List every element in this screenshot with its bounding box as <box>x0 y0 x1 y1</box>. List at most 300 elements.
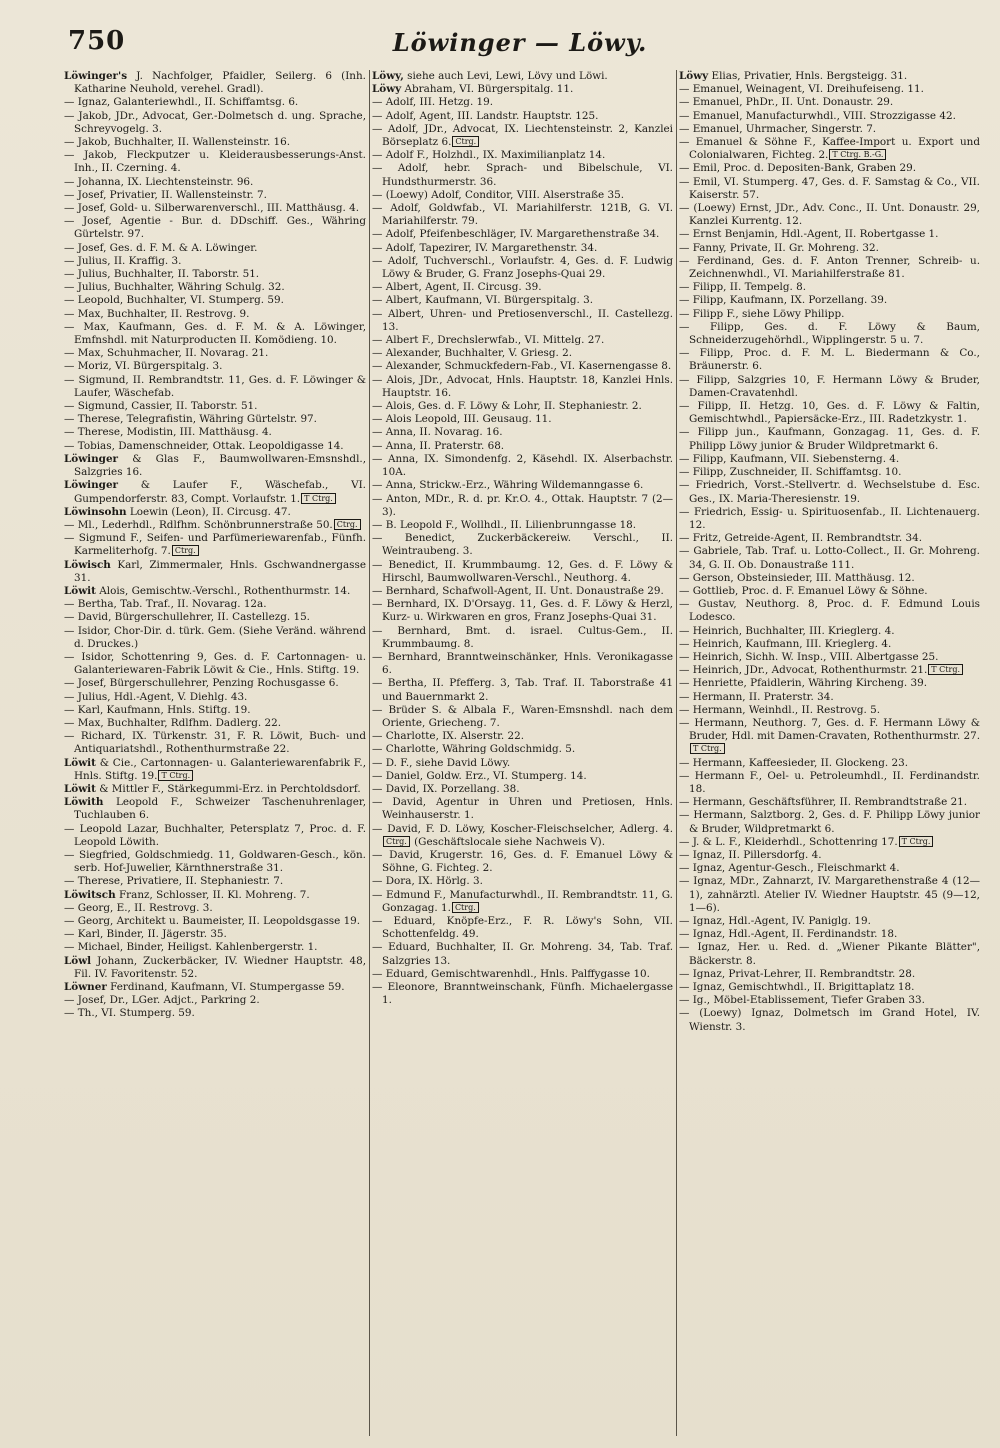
directory-entry <box>679 281 980 294</box>
directory-entry <box>679 928 980 941</box>
entry-dash: — <box>372 492 387 505</box>
directory-entry <box>64 400 366 413</box>
entry-dash: — <box>64 848 79 861</box>
entry-dash: — <box>64 703 78 716</box>
entry-text: Josef, Dr., LGer. Adjct., Parkring 2. <box>77 994 260 1007</box>
entry-dash: — <box>372 598 387 611</box>
entry-dash: — <box>679 294 693 307</box>
directory-entry <box>372 915 673 941</box>
directory-entry <box>679 664 980 677</box>
entry-dash: — <box>679 915 693 927</box>
entry-telephone-tag: T Ctrg. B.-G. <box>829 149 886 160</box>
directory-entry <box>64 215 366 241</box>
entry-text: Friedrich, Vorst.-Stellvertr. d. Wechselstube d. Esc. Ges., IX. Maria-Theresienstr. 19. <box>689 479 980 505</box>
directory-entry <box>679 479 980 505</box>
entry-dash: — <box>679 796 693 809</box>
entry-text: Ig., Möbel-Etablissement, Tiefer Graben 33. <box>692 994 925 1007</box>
directory-entry <box>679 770 980 796</box>
entry-text: Filipp, Kaufmann, VII. Siebensterng. 4. <box>692 452 900 465</box>
entry-text: Johanna, IX. Liechtensteinstr. 96. <box>77 175 254 188</box>
entry-surname: Löwner <box>64 981 107 994</box>
entry-dash: — <box>64 347 78 360</box>
entry-text: Albert, Uhren- und Pretiosenverschl., II. Castellezg. 13. <box>382 307 673 333</box>
entry-text: Eduard, Gemischtwarenhdl., Hnls. Palffygasse 10. <box>385 967 650 980</box>
directory-entry <box>679 136 980 162</box>
entry-text: Emil, Proc. d. Depositen-Bank, Graben 29. <box>692 162 917 175</box>
entry-dash: — <box>679 637 693 650</box>
entry-text: Max, Schuhmacher, II. Novarag. 21. <box>77 347 269 360</box>
directory-entry <box>64 849 366 875</box>
entry-dash: — <box>679 716 695 729</box>
directory-entry <box>372 849 673 875</box>
entry-text: Ernst Benjamin, Hdl.-Agent, II. Robertgasse 1. <box>692 228 939 241</box>
directory-entry <box>679 545 980 571</box>
entry-dash: — <box>372 426 386 439</box>
directory-entry <box>372 941 673 967</box>
directory-entry <box>372 981 673 1007</box>
directory-entry <box>64 598 366 611</box>
entry-surname: Löwisch <box>64 558 111 571</box>
entry-text: Emanuel, Manufacturwhdl., VIII. Strozzigasse 42. <box>692 109 956 122</box>
entry-dash: — <box>64 136 78 149</box>
entry-dash: — <box>64 624 78 637</box>
running-title: Löwinger — Löwy. <box>392 28 648 57</box>
entry-text: David, Agentur in Uhren und Pretiosen, Hnls. Weinhauserstr. 1. <box>382 796 673 822</box>
directory-entry <box>372 875 673 888</box>
entry-text: Friedrich, Essig- u. Spirituosenfab., II. Lichtenauerg. 12. <box>689 505 980 531</box>
entry-text: Ignaz, Hdl.-Agent, II. Ferdinandstr. 18. <box>692 928 898 941</box>
directory-entry <box>679 941 980 967</box>
entry-text: D. F., siehe David Löwy. <box>385 756 511 769</box>
directory-entry <box>679 374 980 400</box>
entry-text: Gustav, Neuthorg. 8, Proc. d. F. Edmund Louis Lodesco. <box>689 598 980 624</box>
page-number: 750 <box>68 26 126 56</box>
directory-entry <box>679 875 980 915</box>
entry-dash: — <box>679 769 695 782</box>
entry-surname: Löwinger <box>64 479 119 492</box>
entry-dash: — <box>64 677 78 690</box>
entry-dash: — <box>64 915 78 927</box>
entry-dash: — <box>679 703 693 716</box>
entry-dash: — <box>679 281 693 294</box>
entry-dash: — <box>372 743 386 756</box>
directory-entry <box>372 651 673 677</box>
entry-dash: — <box>64 611 78 624</box>
entry-dash: — <box>372 796 393 809</box>
entry-text: Alois, Gemischtw.-Verschl., Rothenthurmstr. 14. <box>95 584 351 597</box>
entry-text: Alexander, Buchhalter, V. Griesg. 2. <box>385 347 572 360</box>
entry-text: Dora, IX. Hörlg. 3. <box>385 875 483 888</box>
directory-entry <box>372 255 673 281</box>
entry-text: Josef, Bürgerschullehrer, Penzing Rochusgasse 6. <box>77 677 339 690</box>
entry-text: Filipp, Zuschneider, II. Schiffamtsg. 10. <box>692 466 902 479</box>
entry-text: Adolf, Tapezirer, IV. Margarethenstr. 34. <box>385 241 598 254</box>
entry-text: Sigmund, II. Rembrandtstr. 11, Ges. d. F. Löwinger & Laufer, Wäschefab. <box>74 373 366 399</box>
entry-dash: — <box>64 690 78 703</box>
directory-entry <box>372 413 673 426</box>
entry-dash: — <box>64 532 79 545</box>
directory-entry <box>372 294 673 307</box>
entry-text: Max, Buchhalter, II. Restrovg. 9. <box>77 307 250 320</box>
entry-text: Hermann, Weinhdl., II. Restrovg. 5. <box>692 703 881 716</box>
directory-entry <box>679 862 980 875</box>
entry-text: Ignaz, Her. u. Red. d. „Wiener Pikante Blätter", Bäckerstr. 8. <box>689 941 980 967</box>
entry-text: Edmund F., Manufacturwhdl., II. Rembrandtstr. 11, G. Gonzagag. 1. <box>382 888 673 914</box>
directory-entry <box>679 677 980 690</box>
directory-entry <box>64 281 366 294</box>
directory-entry <box>679 981 980 994</box>
directory-entry <box>679 717 980 757</box>
entry-dash: — <box>372 202 391 215</box>
entry-dash: — <box>679 967 693 980</box>
directory-entry <box>64 136 366 149</box>
directory-entry <box>679 585 980 598</box>
entry-dash: — <box>679 373 697 386</box>
entry-dash: — <box>679 466 693 479</box>
directory-entry <box>372 598 673 624</box>
entry-dash: — <box>372 875 386 888</box>
entry-dash: — <box>64 294 78 307</box>
entry-text: Benedict, II. Krummbaumg. 12, Ges. d. F. Löwy & Hirschl, Baumwollwaren-Verschl., Neuthorg. 4. <box>382 558 673 584</box>
entry-surname: Löwit <box>64 782 96 795</box>
entry-dash: — <box>679 756 693 769</box>
directory-entry <box>372 704 673 730</box>
entry-dash: — <box>372 96 386 109</box>
entry-dash: — <box>372 848 390 861</box>
directory-entry <box>372 519 673 532</box>
entry-text: Gottlieb, Proc. d. F. Emanuel Löwy & Söhne. <box>692 584 928 597</box>
entry-dash: — <box>679 664 693 677</box>
entry-surname: Löwy <box>372 83 402 96</box>
entry-dash: — <box>679 122 693 135</box>
entry-dash: — <box>679 400 698 413</box>
entry-dash: — <box>372 122 389 135</box>
directory-entry <box>64 902 366 915</box>
directory-entry <box>64 70 366 96</box>
entry-surname: Löwith <box>64 796 104 809</box>
entry-dash: — <box>679 624 693 637</box>
entry-dash: — <box>679 347 700 360</box>
entry-text: Albert, Agent, II. Circusg. 39. <box>385 281 542 294</box>
directory-entry <box>64 347 366 360</box>
directory-entry <box>679 1007 980 1033</box>
entry-dash: — <box>372 967 386 980</box>
entry-text: Bernhard, Bmt. d. israel. Cultus-Gem., II. Krummbaumg. 8. <box>382 624 673 650</box>
entry-dash: — <box>64 994 78 1007</box>
entry-dash: — <box>679 862 693 875</box>
directory-entry <box>372 625 673 651</box>
entry-text: Alois Leopold, III. Geusaug. 11. <box>385 413 552 426</box>
directory-entry <box>372 426 673 439</box>
directory-entry <box>372 96 673 109</box>
directory-entry <box>372 360 673 373</box>
directory-entry <box>64 783 366 796</box>
entry-text: Heinrich, Sichh. W. Insp., VIII. Albertgasse 25. <box>692 650 939 663</box>
entry-text: Alexander, Schmuckfedern-Fab., VI. Kasernengasse 8. <box>385 360 672 373</box>
directory-entry <box>679 598 980 624</box>
entry-text: Anna, IX. Simondenfg. 2, Käsehdl. IX. Alserbachstr. 10A. <box>382 452 673 479</box>
directory-entry <box>679 849 980 862</box>
directory-entry <box>64 242 366 255</box>
directory-entry <box>64 360 366 373</box>
entry-text: Tobias, Damenschneider, Ottak. Leopoldigasse 14. <box>77 439 344 452</box>
entry-dash: — <box>679 650 693 663</box>
directory-entry <box>64 1007 366 1020</box>
entry-text: David, Krugerstr. 16, Ges. d. F. Emanuel Löwy & Söhne, G. Fichteg. 2. <box>382 848 673 875</box>
directory-entry <box>679 308 980 321</box>
entry-text: Gerson, Obsteinsieder, III. Matthäusg. 12. <box>692 571 915 584</box>
entry-text: & Mittler F., Stärkegummi-Erz. in Perchtoldsdorf. <box>95 782 361 795</box>
entry-dash: — <box>679 875 694 888</box>
entry-dash: — <box>372 149 386 162</box>
entry-dash: — <box>64 202 78 215</box>
entry-text: Josef, Agentie - Bur. d. DDschiff. Ges., Währing Gürtelstr. 97. <box>74 215 366 241</box>
directory-entry <box>679 202 980 228</box>
directory-entry <box>64 176 366 189</box>
entry-text: Georg, Architekt u. Baumeister, II. Leopoldsgasse 19. <box>77 915 361 927</box>
entry-telephone-tag: Ctrg. <box>172 545 199 556</box>
entry-surname: Löwy <box>679 70 709 82</box>
entry-text: Heinrich, Buchhalter, III. Krieglerg. 4. <box>692 624 895 637</box>
directory-entry <box>372 228 673 241</box>
directory-entry <box>679 123 980 136</box>
entry-text: Fanny, Private, II. Gr. Mohreng. 32. <box>692 241 879 254</box>
entry-dash: — <box>372 307 388 320</box>
entry-dash: — <box>372 188 386 201</box>
directory-entry <box>679 96 980 109</box>
entry-dash: — <box>372 281 386 294</box>
entry-dash: — <box>679 941 698 954</box>
entry-text: David, Bürgerschullehrer, II. Castellezg. 15. <box>77 611 310 624</box>
entry-dash: — <box>64 650 82 663</box>
entry-text: Leopold F., Schweizer Taschenuhrenlager, Tuchlauben 6. <box>74 796 366 822</box>
entry-text: Josef, Ges. d. F. M. & A. Löwinger. <box>77 241 258 254</box>
entry-text: Hermann, II. Praterstr. 34. <box>692 690 834 703</box>
entry-text: Adolf, III. Hetzg. 19. <box>385 96 494 109</box>
entry-text: Sigmund, Cassier, II. Taborstr. 51. <box>77 400 258 413</box>
entry-dash: — <box>679 96 693 109</box>
entry-dash: — <box>679 109 693 122</box>
directory-entry <box>64 875 366 888</box>
entry-text: Julius, Buchhalter, Währing Schulg. 32. <box>77 281 285 294</box>
directory-entry <box>64 96 366 109</box>
entry-dash: — <box>64 254 78 267</box>
entry-text: Moriz, VI. Bürgerspitalg. 3. <box>77 360 223 373</box>
directory-columns <box>62 70 984 1436</box>
entry-text: Ignaz, Hdl.-Agent, IV. Paniglg. 19. <box>692 915 871 927</box>
directory-entry <box>64 413 366 426</box>
directory-entry <box>64 611 366 624</box>
entry-dash: — <box>679 835 693 848</box>
entry-text: Filipp, Kaufmann, IX. Porzellang. 39. <box>692 294 888 307</box>
entry-telephone-tag: Ctrg. <box>452 902 479 913</box>
entry-dash: — <box>372 479 386 492</box>
directory-entry <box>679 294 980 307</box>
entry-dash: — <box>372 756 386 769</box>
entry-text: Benedict, Zuckerbäckereiw. Verschl., II. Weintraubeng. 3. <box>382 532 673 558</box>
entry-telephone-tag: Ctrg. <box>452 136 479 147</box>
entry-dash: — <box>372 347 386 360</box>
entry-surname: Löwit <box>64 584 96 597</box>
entry-dash: — <box>372 373 387 386</box>
entry-text: Abraham, VI. Bürgerspitalg. 11. <box>401 83 574 96</box>
entry-text: Eduard, Buchhalter, II. Gr. Mohreng. 34, Tab. Traf. Salzgries 13. <box>382 941 673 967</box>
entry-text: Georg, E., II. Restrovg. 3. <box>77 901 213 914</box>
directory-entry <box>64 506 366 519</box>
entry-dash: — <box>372 439 386 452</box>
directory-entry <box>679 466 980 479</box>
directory-entry <box>679 83 980 96</box>
entry-dash: — <box>64 109 79 122</box>
entry-dash: — <box>679 809 694 822</box>
entry-text: Bertha, Tab. Traf., II. Novarag. 12a. <box>77 598 267 611</box>
entry-surname: Löwinger's <box>64 70 128 82</box>
entry-text: Adolf, JDr., Advocat, IX. Liechtensteinstr. 2, Kanzlei Börseplatz 6. <box>382 122 673 149</box>
entry-text: David, F. D. Löwy, Koscher-Fleischselcher, Adlerg. 4. <box>387 822 673 835</box>
entry-text: siehe auch Levi, Lewi, Lövy und Löwi. <box>403 70 608 82</box>
directory-entry <box>64 426 366 439</box>
directory-entry <box>679 809 980 835</box>
directory-entry <box>372 308 673 334</box>
entry-text: Karl, Zimmermaler, Hnls. Gschwandnergasse 31. <box>74 558 366 584</box>
entry-dash: — <box>679 254 698 267</box>
directory-entry <box>679 915 980 928</box>
entry-dash: — <box>372 241 386 254</box>
entry-text: Julius, Hdl.-Agent, V. Diehlg. 43. <box>77 690 248 703</box>
entry-text: Johann, Zuckerbäcker, IV. Wiedner Hauptstr. 48, Fil. IV. Favoritenstr. 52. <box>74 954 366 980</box>
directory-entry <box>679 228 980 241</box>
entry-text: Filipp jun., Kaufmann, Gonzagag. 11, Ges. d. F. Philipp Löwy junior & Bruder Wildpretmarkt 6. <box>689 426 981 452</box>
entry-dash: — <box>679 545 694 558</box>
directory-entry <box>372 83 673 96</box>
entry-telephone-tag: T Ctrg. <box>690 743 725 754</box>
entry-dash: — <box>679 136 696 149</box>
entry-text: Anna, Strickw.-Erz., Währing Wildemanngasse 6. <box>385 479 644 492</box>
directory-entry <box>679 242 980 255</box>
entry-text: Filipp, II. Tempelg. 8. <box>692 281 807 294</box>
entry-text: Michael, Binder, Heiligst. Kahlenbergerstr. 1. <box>77 941 318 954</box>
directory-entry <box>64 453 366 479</box>
entry-dash: — <box>372 294 386 307</box>
directory-entry <box>372 70 673 83</box>
entry-text: Elias, Privatier, Hnls. Bergsteigg. 31. <box>708 70 908 82</box>
entry-text: Eduard, Knöpfe-Erz., F. R. Löwy's Sohn, VII. Schottenfeldg. 49. <box>382 915 673 941</box>
entry-dash: — <box>372 400 386 413</box>
directory-entry <box>372 796 673 822</box>
entry-dash: — <box>372 915 394 927</box>
directory-entry <box>372 559 673 585</box>
directory-entry <box>679 162 980 175</box>
directory-entry <box>64 255 366 268</box>
directory-entry <box>64 955 366 981</box>
entry-surname: Löwinsohn <box>64 505 127 518</box>
directory-entry <box>64 928 366 941</box>
entry-dash: — <box>372 650 388 663</box>
entry-text: Anna, II. Novarag. 16. <box>385 426 503 439</box>
entry-text: Leopold, Buchhalter, VI. Stumperg. 59. <box>77 294 284 307</box>
entry-text: Henriette, Pfaidlerin, Währing Kircheng. 39. <box>692 677 928 690</box>
directory-entry <box>372 123 673 149</box>
entry-dash: — <box>64 215 83 228</box>
entry-text: David, IX. Porzellang. 38. <box>385 782 520 795</box>
entry-text: Ferdinand, Kaufmann, VI. Stumpergasse 59. <box>106 981 345 994</box>
entry-text: Max, Kaufmann, Ges. d. F. M. & A. Löwinger, Emfnshdl. mit Naturproducten II. Komödieng. 10. <box>74 320 366 347</box>
directory-entry <box>372 743 673 756</box>
directory-entry <box>372 730 673 743</box>
directory-entry <box>372 334 673 347</box>
entry-text: Karl, Binder, II. Jägerstr. 35. <box>77 928 227 941</box>
entry-text: Emil, VI. Stumperg. 47, Ges. d. F. Samstag & Co., VII. Kaiserstr. 57. <box>689 175 980 201</box>
entry-dash: — <box>372 782 386 795</box>
entry-dash: — <box>372 228 386 241</box>
entry-text: Eleonore, Branntweinschank, Fünfh. Michaelergasse 1. <box>382 981 674 1007</box>
entry-text: Emanuel, Uhrmacher, Singerstr. 7. <box>692 122 877 135</box>
directory-entry <box>64 796 366 822</box>
directory-entry <box>679 506 980 532</box>
directory-entry <box>64 321 366 347</box>
entry-text: Franz, Schlosser, II. Kl. Mohreng. 7. <box>115 888 310 901</box>
directory-entry <box>64 110 366 136</box>
directory-entry <box>372 493 673 519</box>
entry-text: Isidor, Schottenring 9, Ges. d. F. Cartonnagen- u. Galanteriewaren-Fabrik Löwit & Cie., Hnls. Stiftg. 19. <box>74 650 367 677</box>
directory-entry <box>679 532 980 545</box>
entry-dash: — <box>679 175 694 188</box>
entry-dash: — <box>679 994 693 1007</box>
directory-entry <box>64 677 366 690</box>
directory-entry <box>679 994 980 1007</box>
entry-dash: — <box>372 413 386 426</box>
entry-dash: — <box>372 334 386 347</box>
entry-text: Leopold Lazar, Buchhalter, Petersplatz 7, Proc. d. F. Leopold Löwith. <box>74 822 366 848</box>
directory-entry <box>64 149 366 175</box>
directory-entry <box>679 347 980 373</box>
entry-text: Bernhard, IX. D'Orsayg. 11, Ges. d. F. Löwy & Herzl, Kurz- u. Wirkwaren en gros, Franz Josephs-Quai 31. <box>382 598 673 624</box>
directory-column-1 <box>62 70 369 1436</box>
entry-text: Adolf, Agent, III. Landstr. Hauptstr. 125. <box>385 109 599 122</box>
entry-dash: — <box>372 532 405 545</box>
entry-dash: — <box>372 584 386 597</box>
entry-dash: — <box>679 479 696 492</box>
directory-entry <box>679 426 980 452</box>
directory-entry <box>372 374 673 400</box>
directory-entry <box>372 677 673 703</box>
entry-dash: — <box>64 730 81 743</box>
directory-entry <box>372 585 673 598</box>
entry-text: Julius, II. Kraffig. 3. <box>77 254 182 267</box>
entry-dash: — <box>64 518 78 531</box>
directory-entry <box>64 981 366 994</box>
entry-text: Emanuel, Weinagent, VI. Dreihufeiseng. 11. <box>692 83 924 96</box>
entry-dash: — <box>372 254 388 267</box>
entry-dash: — <box>64 426 78 439</box>
directory-entry <box>64 374 366 400</box>
entry-text: Daniel, Goldw. Erz., VI. Stumperg. 14. <box>385 769 587 782</box>
entry-text: Filipp, Proc. d. F. M. L. Biedermann & Co., Bräunerstr. 6. <box>689 347 980 373</box>
entry-text: Julius, Buchhalter, II. Taborstr. 51. <box>77 268 260 281</box>
directory-entry <box>372 532 673 558</box>
entry-surname: Löwl <box>64 954 92 967</box>
entry-dash: — <box>372 941 389 954</box>
entry-text: Brüder S. & Albala F., Waren-Emsnshdl. nach dem Oriente, Griecheng. 7. <box>382 703 673 729</box>
entry-dash: — <box>679 452 693 465</box>
entry-text: Adolf F., Holzhdl., IX. Maximilianplatz 14. <box>385 149 606 162</box>
entry-dash: — <box>679 690 693 703</box>
entry-text: Jakob, JDr., Advocat, Ger.-Dolmetsch d. ung. Sprache, Schreyvogelg. 3. <box>74 109 366 135</box>
directory-entry <box>679 625 980 638</box>
entry-dash: — <box>679 505 694 518</box>
directory-entry <box>679 70 980 83</box>
entry-text: Max, Buchhalter, Rdlfhm. Dadlerg. 22. <box>77 716 281 729</box>
